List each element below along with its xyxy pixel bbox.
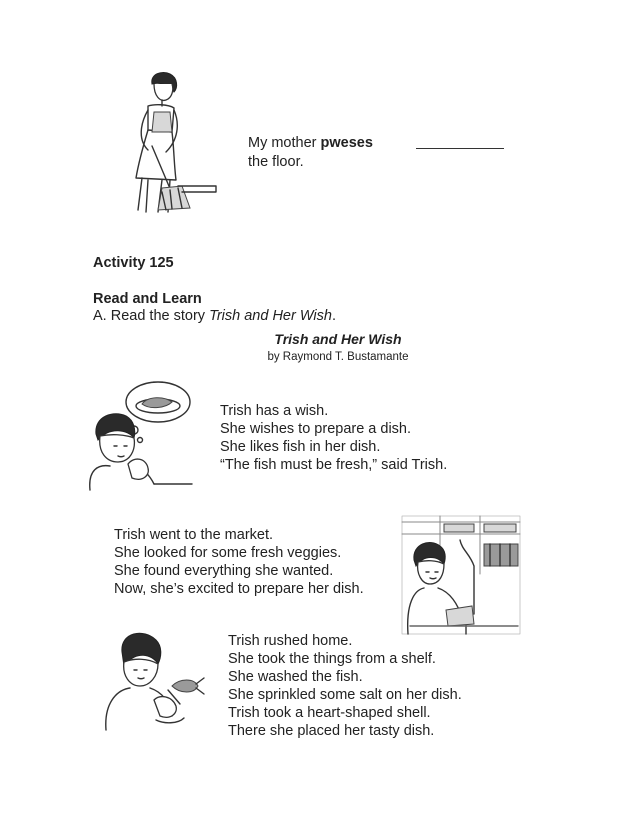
stanza-2 [114, 526, 364, 598]
exercise-sentence-line2: the floor. [248, 154, 304, 170]
stanza-3-line: There she placed her tasty dish. [228, 723, 435, 739]
stanza-1-line: She wishes to prepare a dish. [220, 421, 412, 437]
exercise-word: pweses [320, 135, 373, 151]
stanza-1-line: She likes fish in her dish. [220, 439, 381, 455]
instruction-story-title: Trish and Her Wish [209, 308, 332, 324]
girl-at-market-illustration [400, 514, 522, 636]
section-heading: Read and Learn [93, 291, 202, 307]
exercise-sentence [248, 134, 373, 152]
stanza-2-line: She looked for some fresh veggies. [114, 545, 342, 561]
stanza-3-line: She sprinkled some salt on her dish. [228, 687, 462, 703]
stanza-3-line: Trish took a heart-shaped shell. [228, 705, 431, 721]
instruction [93, 307, 336, 325]
stanza-2-line: Trish went to the market. [114, 527, 274, 543]
stanza-3-line: She took the things from a shelf. [228, 651, 436, 667]
instruction-suffix: . [331, 308, 336, 324]
stanza-1-line: Trish has a wish. [220, 403, 329, 419]
stanza-3-line: She washed the fish. [228, 669, 363, 685]
stanza-1 [220, 402, 447, 474]
exercise-sentence-start: My mother [248, 135, 321, 151]
stanza-2-line: She found everything she wanted. [114, 563, 334, 579]
activity-heading: Activity 125 [93, 255, 174, 271]
answer-blank[interactable] [416, 134, 504, 149]
stanza-1-line: “The fish must be fresh,” said Trish. [220, 457, 448, 473]
instruction-prefix: A. Read the story [93, 308, 210, 324]
girl-thinking-of-fish-illustration [84, 380, 194, 492]
stanza-3 [228, 632, 462, 740]
girl-preparing-dish-illustration [100, 624, 210, 732]
story-title: Trish and Her Wish [274, 331, 402, 347]
stanza-3-line: Trish rushed home. [228, 633, 353, 649]
stanza-2-line: Now, she’s excited to prepare her dish. [114, 581, 364, 597]
mother-sweeping-illustration [128, 70, 223, 215]
story-byline: by Raymond T. Bustamante [267, 351, 409, 363]
